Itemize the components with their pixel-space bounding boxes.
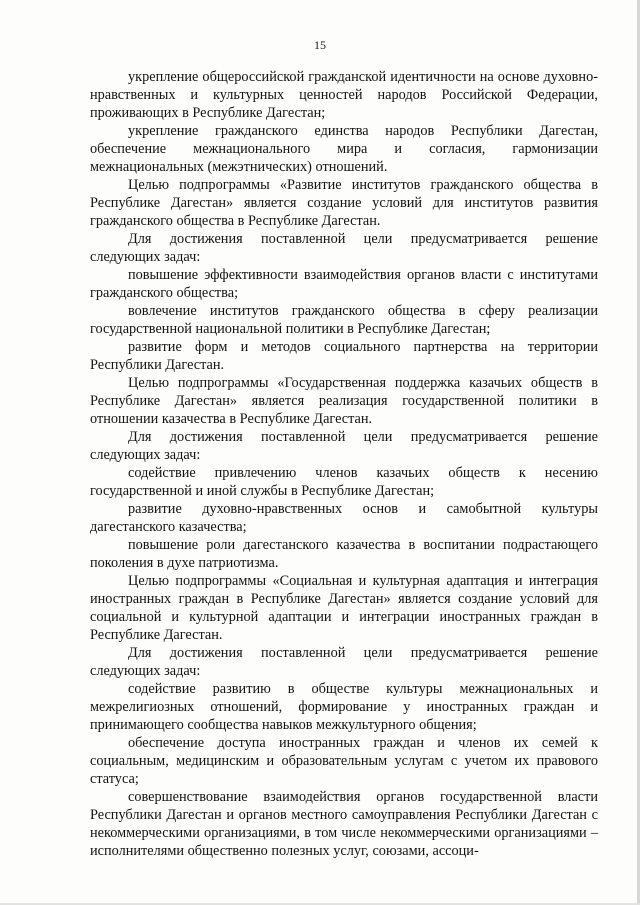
paragraph: Целью подпрограммы «Развитие институтов гражданского общества в Республике Дагестан» является создание условий для институтов развития гражданского общества в Республике Дагестан. — [90, 177, 598, 229]
paragraph: содействие развитию в обществе культуры межнациональных и межрелигиозных отношений, формирование у иностранных граждан и принимающего сообщества навыков межкультурного общения; — [90, 681, 598, 733]
paragraph: Целью подпрограммы «Социальная и культурная адаптация и интеграция иностранных граждан в Республике Дагестан» является создание условий для социальной и культурной адаптации и интеграции иностранных граждан в Республике Дагестан. — [90, 573, 598, 643]
paragraph: содействие привлечению членов казачьих обществ к несению государственной и иной службы в Республике Дагестан; — [90, 465, 598, 499]
page-number: 15 — [314, 38, 326, 52]
paragraph: развитие форм и методов социального партнерства на территории Республики Дагестан. — [90, 339, 598, 373]
paragraph: укрепление общероссийской гражданской идентичности на основе духовно-нравственных и культурных ценностей народов Российской Федерации, проживающих в Республике Дагестан; — [90, 69, 598, 121]
paragraph: Для достижения поставленной цели предусматривается решение следующих задач: — [90, 429, 598, 463]
document-body — [90, 68, 598, 860]
paragraph: повышение эффективности взаимодействия органов власти с институтами гражданского общества; — [90, 267, 598, 301]
paragraph: обеспечение доступа иностранных граждан и членов их семей к социальным, медицинским и образовательным услугам с учетом их правового статуса; — [90, 735, 598, 787]
paragraph: Для достижения поставленной цели предусматривается решение следующих задач: — [90, 231, 598, 265]
paragraph: укрепление гражданского единства народов Республики Дагестан, обеспечение межнационального мира и согласия, гармонизации межнациональных (межэтнических) отношений. — [90, 123, 598, 175]
paragraph: повышение роли дагестанского казачества в воспитании подрастающего поколения в духе патриотизма. — [90, 537, 598, 571]
paragraph: Для достижения поставленной цели предусматривается решение следующих задач: — [90, 645, 598, 679]
paragraph: вовлечение институтов гражданского общества в сферу реализации государственной национальной политики в Республике Дагестан; — [90, 303, 598, 337]
paragraph: Целью подпрограммы «Государственная поддержка казачьих обществ в Республике Дагестан» является реализация государственной политики в отношении казачества в Республике Дагестан. — [90, 375, 598, 427]
paragraph: развитие духовно-нравственных основ и самобытной культуры дагестанского казачества; — [90, 501, 598, 535]
paragraph: совершенствование взаимодействия органов государственной власти Республики Дагестан и органов местного самоуправления Республики Дагестан с некоммерческими организациями, в том числе некоммерческими организациями – исполнителями общественно полезных услуг, союзами, ассоци- — [90, 789, 598, 859]
